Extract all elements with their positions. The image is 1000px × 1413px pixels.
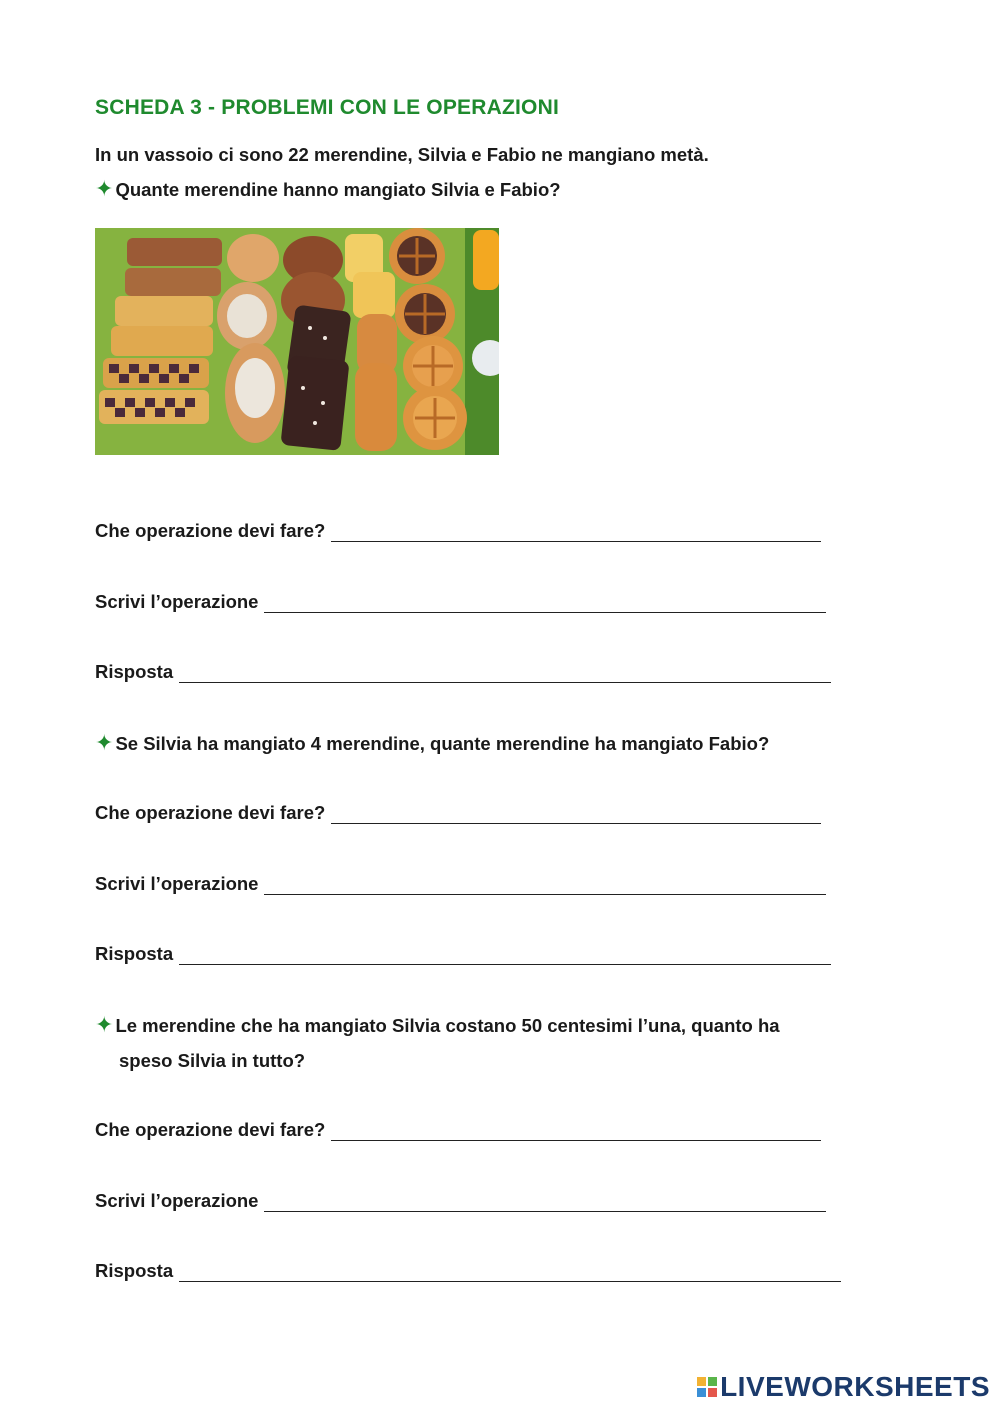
q2-operation-label: Che operazione devi fare?	[95, 802, 326, 823]
question-1-text: Quante merendine hanno mangiato Silvia e Fabio?	[115, 179, 561, 200]
problem-intro: In un vassoio ci sono 22 merendine, Silvia e Fabio ne mangiano metà.	[95, 144, 709, 165]
q1-operation-blank[interactable]	[331, 523, 821, 542]
q1-write-line	[95, 591, 826, 613]
snacks-tray-image	[95, 228, 499, 455]
brand-name: LIVEWORKSHEETS	[720, 1371, 990, 1402]
question-2-text: Se Silvia ha mangiato 4 merendine, quante merendine ha mangiato Fabio?	[115, 733, 770, 754]
question-2	[95, 725, 875, 761]
star-bullet-icon: ✦	[95, 730, 114, 755]
snacks-tray-icon	[95, 228, 499, 455]
q3-answer-label: Risposta	[95, 1260, 174, 1281]
q1-answer-label: Risposta	[95, 661, 174, 682]
liveworksheets-brand[interactable]	[697, 1371, 990, 1403]
q2-answer-line	[95, 943, 831, 965]
star-bullet-icon: ✦	[95, 176, 114, 201]
q2-answer-blank[interactable]	[179, 946, 831, 965]
q3-operation-blank[interactable]	[331, 1122, 821, 1141]
page-title: SCHEDA 3 - PROBLEMI CON LE OPERAZIONI	[95, 96, 559, 119]
question-3-text-line2: speso Silvia in tutto?	[119, 1050, 306, 1071]
q3-write-line	[95, 1190, 826, 1212]
q3-answer-line	[95, 1260, 841, 1282]
question-3	[95, 1007, 875, 1078]
q3-answer-blank[interactable]	[179, 1263, 841, 1282]
q3-operation-label: Che operazione devi fare?	[95, 1119, 326, 1140]
q1-answer-line	[95, 661, 831, 683]
q1-operation-label: Che operazione devi fare?	[95, 520, 326, 541]
q1-answer-blank[interactable]	[179, 664, 831, 683]
star-bullet-icon: ✦	[95, 1012, 114, 1037]
q2-write-blank[interactable]	[264, 876, 826, 895]
q2-answer-label: Risposta	[95, 943, 174, 964]
liveworksheets-logo-icon	[697, 1377, 717, 1397]
q3-write-blank[interactable]	[264, 1193, 826, 1212]
q1-write-label: Scrivi l’operazione	[95, 591, 259, 612]
q2-operation-blank[interactable]	[331, 805, 821, 824]
q2-operation-line	[95, 802, 821, 824]
q3-write-label: Scrivi l’operazione	[95, 1190, 259, 1211]
q3-operation-line	[95, 1119, 821, 1141]
question-3-text-line1: Le merendine che ha mangiato Silvia costano 50 centesimi l’una, quanto ha	[115, 1015, 780, 1036]
q1-operation-line	[95, 520, 821, 542]
question-1	[95, 171, 875, 207]
q1-write-blank[interactable]	[264, 594, 826, 613]
q2-write-line	[95, 873, 826, 895]
q2-write-label: Scrivi l’operazione	[95, 873, 259, 894]
